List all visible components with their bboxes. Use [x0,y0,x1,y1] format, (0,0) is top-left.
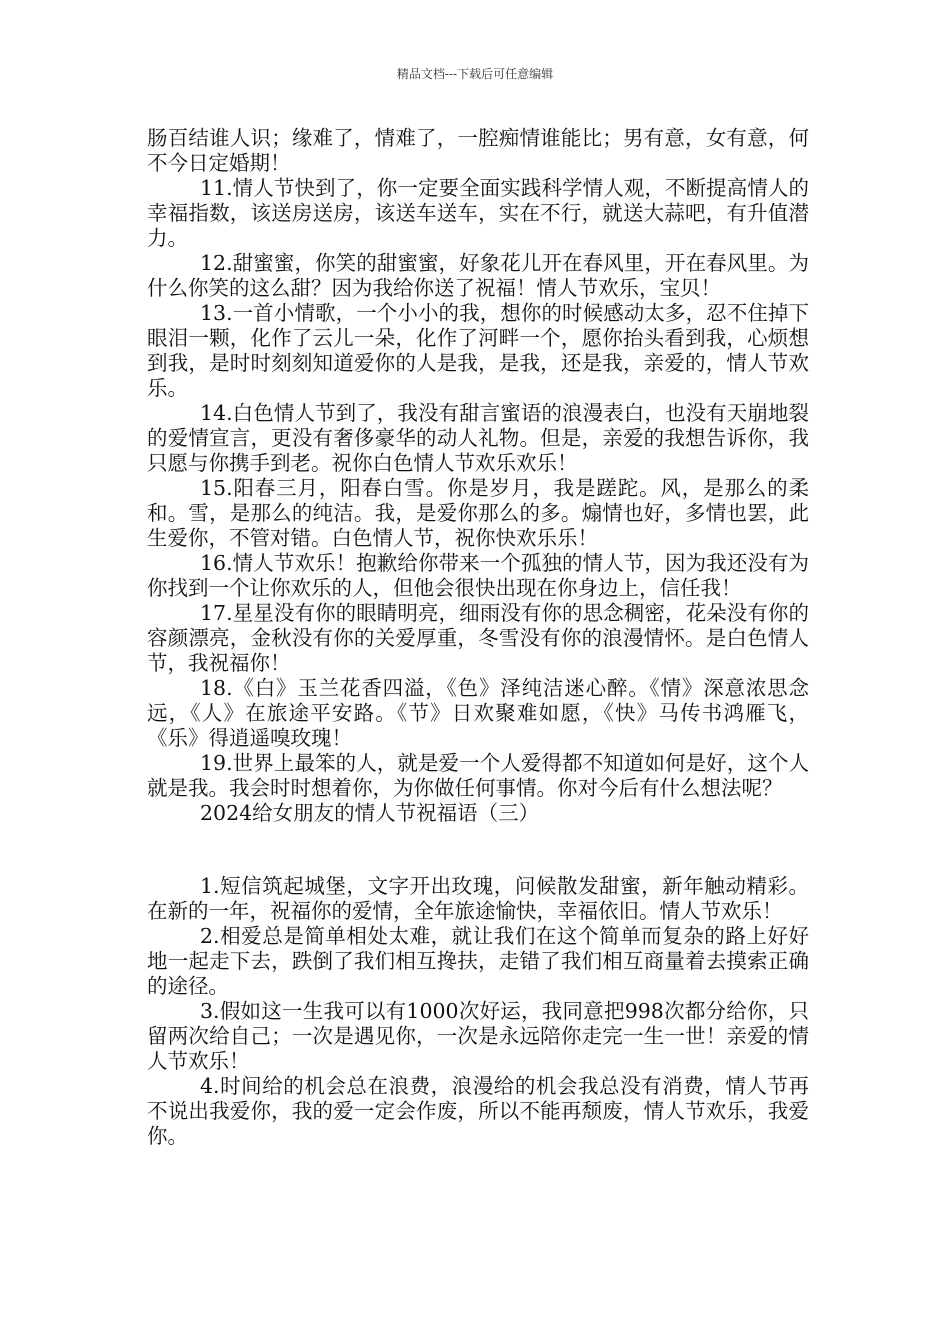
paragraph: 14.白色情人节到了，我没有甜言蜜语的浪漫表白，也没有天崩地裂的爱情宣言，更没有奢侈豪华的动人礼物。但是，亲爱的我想告诉你，我只愿与你携手到老。祝你白色情人节欢乐欢乐！ [147,401,809,475]
paragraph-group-before [147,126,809,801]
document-body [147,126,809,1149]
paragraph: 17.星星没有你的眼睛明亮，细雨没有你的思念稠密，花朵没有你的容颜漂亮，金秋没有你的关爱厚重，冬雪没有你的浪漫情怀。是白色情人节，我祝福你！ [147,601,809,675]
paragraph: 18.《白》玉兰花香四溢，《色》泽纯洁迷心醉。《情》深意浓思念远，《人》在旅途平安路。《节》日欢聚难如愿，《快》马传书鸿雁飞，《乐》得逍遥嗅玫瑰！ [147,676,809,750]
page-header: 精品文档---下载后可任意编辑 [396,67,554,81]
paragraph: 3.假如这一生我可以有1000次好运，我同意把998次都分给你，只留两次给自己；一次是遇见你，一次是永远陪你走完一生一世！亲爱的情人节欢乐！ [147,999,809,1073]
section-heading: 2024给女朋友的情人节祝福语（三） [200,801,540,825]
paragraph: 12.甜蜜蜜，你笑的甜蜜蜜，好象花儿开在春风里，开在春风里。为什么你笑的这么甜？因为我给你送了祝福！情人节欢乐，宝贝！ [147,251,809,300]
paragraph: 19.世界上最笨的人，就是爱一个人爱得都不知道如何是好，这个人就是我。我会时时想着你，为你做任何事情。你对今后有什么想法呢？ [147,751,809,800]
paragraph: 2.相爱总是简单相处太难，就让我们在这个简单而复杂的路上好好地一起走下去，跌倒了我们相互搀扶，走错了我们相互商量着去摸索正确的途径。 [147,924,809,998]
paragraph-group-after [147,874,809,1149]
paragraph: 1.短信筑起城堡，文字开出玫瑰，问候散发甜蜜，新年触动精彩。在新的一年，祝福你的爱情，全年旅途愉快，幸福依旧。情人节欢乐！ [147,874,809,923]
paragraph: 16.情人节欢乐！抱歉给你带来一个孤独的情人节，因为我还没有为你找到一个让你欢乐的人，但他会很快出现在你身边上，信任我！ [147,551,809,600]
section-gap [147,826,809,874]
paragraph: 13.一首小情歌，一个小小的我，想你的时候感动太多，忍不住掉下眼泪一颗，化作了云儿一朵，化作了河畔一个，愿你抬头看到我，心烦想到我，是时时刻刻知道爱你的人是我，是我，还是我，亲爱的，情人节欢乐。 [147,301,809,400]
paragraph: 15.阳春三月，阳春白雪。你是岁月，我是蹉跎。风，是那么的柔和。雪，是那么的纯洁。我，是爱你那么的多。煽情也好，多情也罢，此生爱你，不管对错。白色情人节，祝你快欢乐乐！ [147,476,809,550]
paragraph: 4.时间给的机会总在浪费，浪漫给的机会我总没有消费，情人节再不说出我爱你，我的爱一定会作废，所以不能再颓废，情人节欢乐，我爱你。 [147,1074,809,1148]
paragraph: 肠百结谁人识；缘难了，情难了，一腔痴情谁能比；男有意，女有意，何不今日定婚期！ [147,126,809,175]
paragraph: 11.情人节快到了，你一定要全面实践科学情人观，不断提高情人的幸福指数，该送房送房，该送车送车，实在不行，就送大蒜吧，有升值潜力。 [147,176,809,250]
